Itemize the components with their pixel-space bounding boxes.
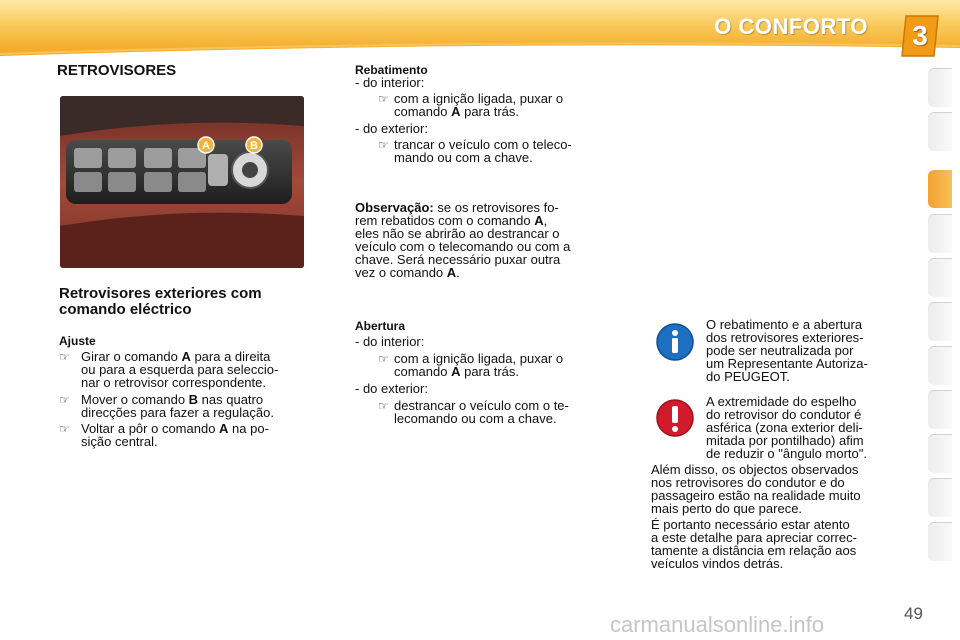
label-a: A	[202, 140, 210, 152]
section-title: RETROVISORES	[57, 62, 177, 79]
chapter-tab[interactable]	[928, 346, 952, 385]
warning-line-4: mitada por pontilhado) afim	[706, 433, 864, 448]
bullet-icon: ☞	[378, 92, 389, 106]
observacao-line-3: eles não se abrirão ao destrancar o	[355, 226, 560, 241]
subtitle-line-1: Retrovisores exteriores com	[59, 285, 262, 302]
mirror-control-photo	[60, 96, 304, 268]
bullet-icon: ☞	[59, 422, 70, 436]
rebatimento-line-5: trancar o veículo com o teleco-	[394, 137, 572, 152]
chapter-tab-active[interactable]	[928, 170, 952, 208]
door-panel-illustration	[60, 96, 304, 268]
abertura-line-6: lecomando ou com a chave.	[394, 411, 557, 426]
chapter-tab[interactable]	[928, 390, 952, 429]
observacao-line-2: rem rebatidos com o comando A,	[355, 213, 548, 228]
note-para-1-line-2: nos retrovisores do condutor e do	[651, 475, 845, 490]
info-line-3: pode ser neutralizada por	[706, 343, 854, 358]
info-line-4: um Representante Autoriza-	[706, 356, 868, 371]
info-line-1: O rebatimento e a abertura	[706, 317, 863, 332]
chapter-tab[interactable]	[928, 68, 952, 107]
note-para-1-line-4: mais perto do que parece.	[651, 501, 803, 516]
ajuste-item-2-line-1: Mover o comando B nas quatro	[81, 392, 264, 407]
rebatimento-interior: - do interior:	[355, 75, 425, 90]
abertura-line-3: comando A para trás.	[394, 364, 520, 379]
abertura-line-2: com a ignição ligada, puxar o	[394, 351, 564, 366]
note-para-2-line-1: É portanto necessário estar atento	[651, 517, 850, 532]
ajuste-item-1-line-1: Girar o comando A para a direita	[81, 349, 271, 364]
warning-icon	[655, 398, 695, 438]
label-b: B	[250, 140, 258, 152]
note-para-1-line-1: Além disso, os objectos observados	[651, 462, 859, 477]
chapter-tab[interactable]	[928, 478, 952, 517]
note-para-1-line-3: passageiro estão na realidade muito	[651, 488, 861, 503]
chapter-tab[interactable]	[928, 214, 952, 253]
chapter-tab[interactable]	[928, 112, 952, 151]
chapter-number: 3	[912, 20, 928, 51]
ajuste-item-3-line-1: Voltar a pôr o comando A na po-	[81, 421, 269, 436]
warning-line-5: de reduzir o "ângulo morto".	[706, 446, 867, 461]
ajuste-item-1-line-2: ou para a esquerda para seleccio-	[81, 362, 279, 377]
bullet-icon: ☞	[378, 352, 389, 366]
rebatimento-line-3: comando A para trás.	[394, 104, 520, 119]
header-wave-decoration	[0, 38, 960, 64]
watermark: carmanualsonline.info	[610, 612, 825, 637]
abertura-heading: Abertura	[355, 319, 406, 333]
bullet-icon: ☞	[378, 399, 389, 413]
chapter-tab[interactable]	[928, 302, 952, 341]
observacao-line-5: chave. Será necessário puxar outra	[355, 252, 561, 267]
warning-line-1: A extremidade do espelho	[706, 394, 857, 409]
abertura-line-5: destrancar o veículo com o te-	[394, 398, 569, 413]
abertura-interior: - do interior:	[355, 334, 425, 349]
observacao-line-1: Observação: se os retrovisores fo-	[355, 200, 559, 215]
chapter-tab[interactable]	[928, 258, 952, 297]
note-para-2-line-4: veículos vindos detrás.	[651, 556, 784, 571]
note-para-2-line-2: a este detalhe para apreciar correc-	[651, 530, 857, 545]
chapter-tabs	[928, 68, 960, 578]
bullet-icon: ☞	[59, 393, 70, 407]
rebatimento-line-2: com a ignição ligada, puxar o	[394, 91, 564, 106]
ajuste-item-3-line-2: sição central.	[81, 434, 158, 449]
observacao-line-6: vez o comando A.	[355, 265, 460, 280]
chapter-tab[interactable]	[928, 522, 952, 561]
ajuste-item-1-line-3: nar o retrovisor correspondente.	[81, 375, 266, 390]
ajuste-item-2-line-2: direcções para fazer a regulação.	[81, 405, 274, 420]
bullet-icon: ☞	[59, 350, 70, 364]
subtitle-line-2: comando eléctrico	[59, 301, 192, 318]
note-para-2-line-3: tamente a distância em relação aos	[651, 543, 857, 558]
rebatimento-heading: Rebatimento	[355, 63, 428, 77]
info-icon	[655, 322, 695, 362]
ajuste-heading: Ajuste	[59, 334, 96, 348]
observacao-line-4: veículo com o telecomando ou com a	[355, 239, 571, 254]
rebatimento-exterior: - do exterior:	[355, 121, 428, 136]
info-line-5: do PEUGEOT.	[706, 369, 790, 384]
info-line-2: dos retrovisores exteriores-	[706, 330, 864, 345]
rebatimento-line-6: mando ou com a chave.	[394, 150, 533, 165]
warning-line-3: asférica (zona exterior deli-	[706, 420, 863, 435]
chapter-title: O CONFORTO	[714, 14, 868, 39]
chapter-tab[interactable]	[928, 434, 952, 473]
abertura-exterior: - do exterior:	[355, 381, 428, 396]
warning-line-2: do retrovisor do condutor é	[706, 407, 862, 422]
bullet-icon: ☞	[378, 138, 389, 152]
page-number: 49	[904, 604, 923, 623]
